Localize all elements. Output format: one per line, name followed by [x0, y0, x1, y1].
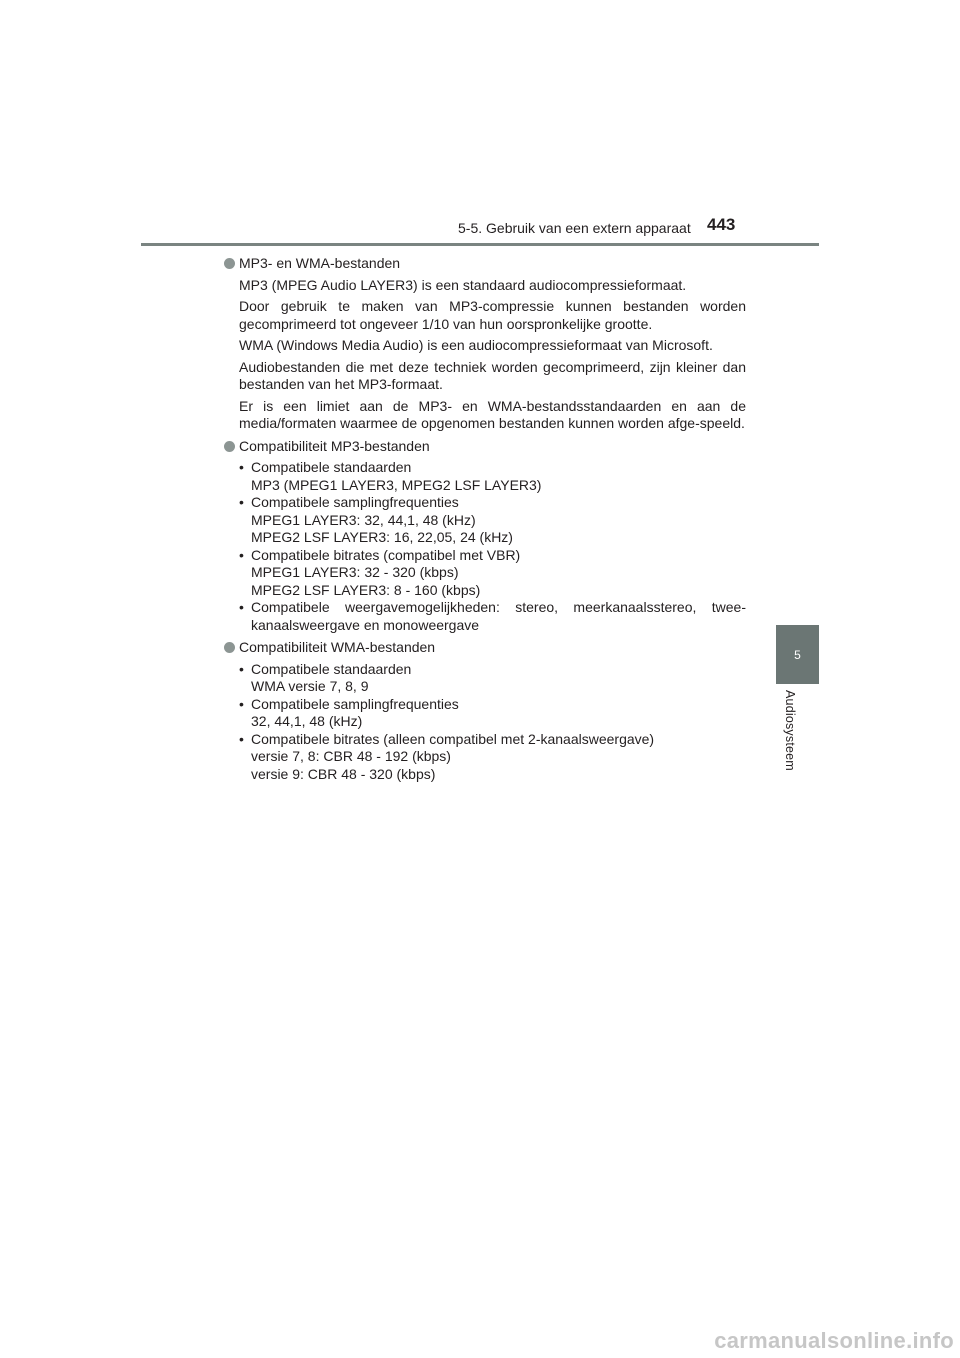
watermark: carmanualsonline.info — [714, 1328, 954, 1353]
list-item — [239, 696, 746, 731]
spec-list — [239, 661, 746, 784]
list-item-label: Compatibele standaarden — [251, 459, 412, 475]
list-item-value: versie 7, 8: CBR 48 - 192 (kbps) — [251, 748, 451, 764]
section-heading-text: Compatibiliteit WMA-bestanden — [239, 639, 436, 655]
bullet-icon: • — [239, 695, 244, 712]
paragraph: Er is een limiet aan de MP3- en WMA-bestandsstandaarden en aan de media/formaten waarmee de opgenomen bestanden kunnen worden afge-speeld. — [239, 397, 746, 431]
section-heading — [224, 438, 746, 456]
list-item-value: MPEG2 LSF LAYER3: 16, 22,05, 24 (kHz) — [251, 529, 513, 545]
bullet-dot-icon — [224, 642, 235, 653]
chapter-title: Audiosysteem — [783, 690, 797, 771]
list-item-value: MPEG1 LAYER3: 32 - 320 (kbps) — [251, 564, 459, 580]
section-heading — [224, 639, 746, 657]
paragraph: MP3 (MPEG Audio LAYER3) is een standaard audiocompressieformaat. — [239, 276, 687, 293]
list-item-value: 32, 44,1, 48 (kHz) — [251, 713, 363, 729]
list-item-label: Compatibele samplingfrequenties — [251, 695, 459, 712]
page-number: 443 — [707, 215, 736, 234]
bullet-icon: • — [239, 546, 244, 563]
list-item — [239, 731, 746, 784]
paragraph: WMA (Windows Media Audio) is een audiocompressieformaat van Microsoft. — [239, 337, 713, 353]
section — [224, 255, 746, 433]
list-item — [239, 494, 746, 547]
list-item-label: Compatibele standaarden — [251, 660, 412, 677]
section — [224, 438, 746, 635]
running-header: 5-5. Gebruik van een extern apparaat — [458, 220, 691, 236]
list-item — [239, 459, 746, 494]
list-item-label: Compatibele bitrates (compatibel met VBR) — [251, 546, 521, 563]
bullet-dot-icon — [224, 441, 235, 452]
bullet-dot-icon — [224, 258, 235, 269]
section-heading-text: MP3- en WMA-bestanden — [239, 255, 401, 271]
list-item-value: MPEG1 LAYER3: 32, 44,1, 48 (kHz) — [251, 511, 476, 528]
paragraph: Audiobestanden die met deze techniek worden gecomprimeerd, zijn kleiner dan bestanden van het MP3-formaat. — [239, 358, 746, 392]
page-body — [224, 255, 746, 788]
list-item-label: Compatibele weergavemogelijkheden: stereo, meerkanaalsstereo, twee-kanaalsweergave en monoweergave — [251, 599, 746, 633]
list-item — [239, 661, 746, 696]
bullet-icon: • — [239, 730, 244, 747]
bullet-icon: • — [239, 660, 244, 677]
list-item-value: WMA versie 7, 8, 9 — [251, 678, 369, 694]
list-item — [239, 599, 746, 634]
header-divider — [141, 243, 819, 246]
spec-list — [239, 459, 746, 634]
section-heading-text: Compatibiliteit MP3-bestanden — [239, 437, 430, 454]
bullet-icon: • — [239, 494, 244, 510]
list-item-value: MPEG2 LSF LAYER3: 8 - 160 (kbps) — [251, 581, 481, 598]
chapter-number-tab: 5 — [776, 625, 819, 684]
bullet-icon: • — [239, 459, 244, 475]
section-heading — [224, 255, 746, 273]
list-item — [239, 547, 746, 600]
bullet-icon: • — [239, 599, 244, 615]
list-item-label: Compatibele bitrates (alleen compatibel met 2-kanaalsweergave) — [251, 730, 655, 747]
list-item-value: versie 9: CBR 48 - 320 (kbps) — [251, 765, 436, 782]
paragraph: Door gebruik te maken van MP3-compressie kunnen bestanden worden gecomprimeerd tot ongeveer 1/10 van hun oorspronkelijke grootte. — [239, 298, 746, 332]
section — [224, 639, 746, 783]
list-item-label: Compatibele samplingfrequenties — [251, 494, 459, 510]
list-item-value: MP3 (MPEG1 LAYER3, MPEG2 LSF LAYER3) — [251, 476, 542, 493]
